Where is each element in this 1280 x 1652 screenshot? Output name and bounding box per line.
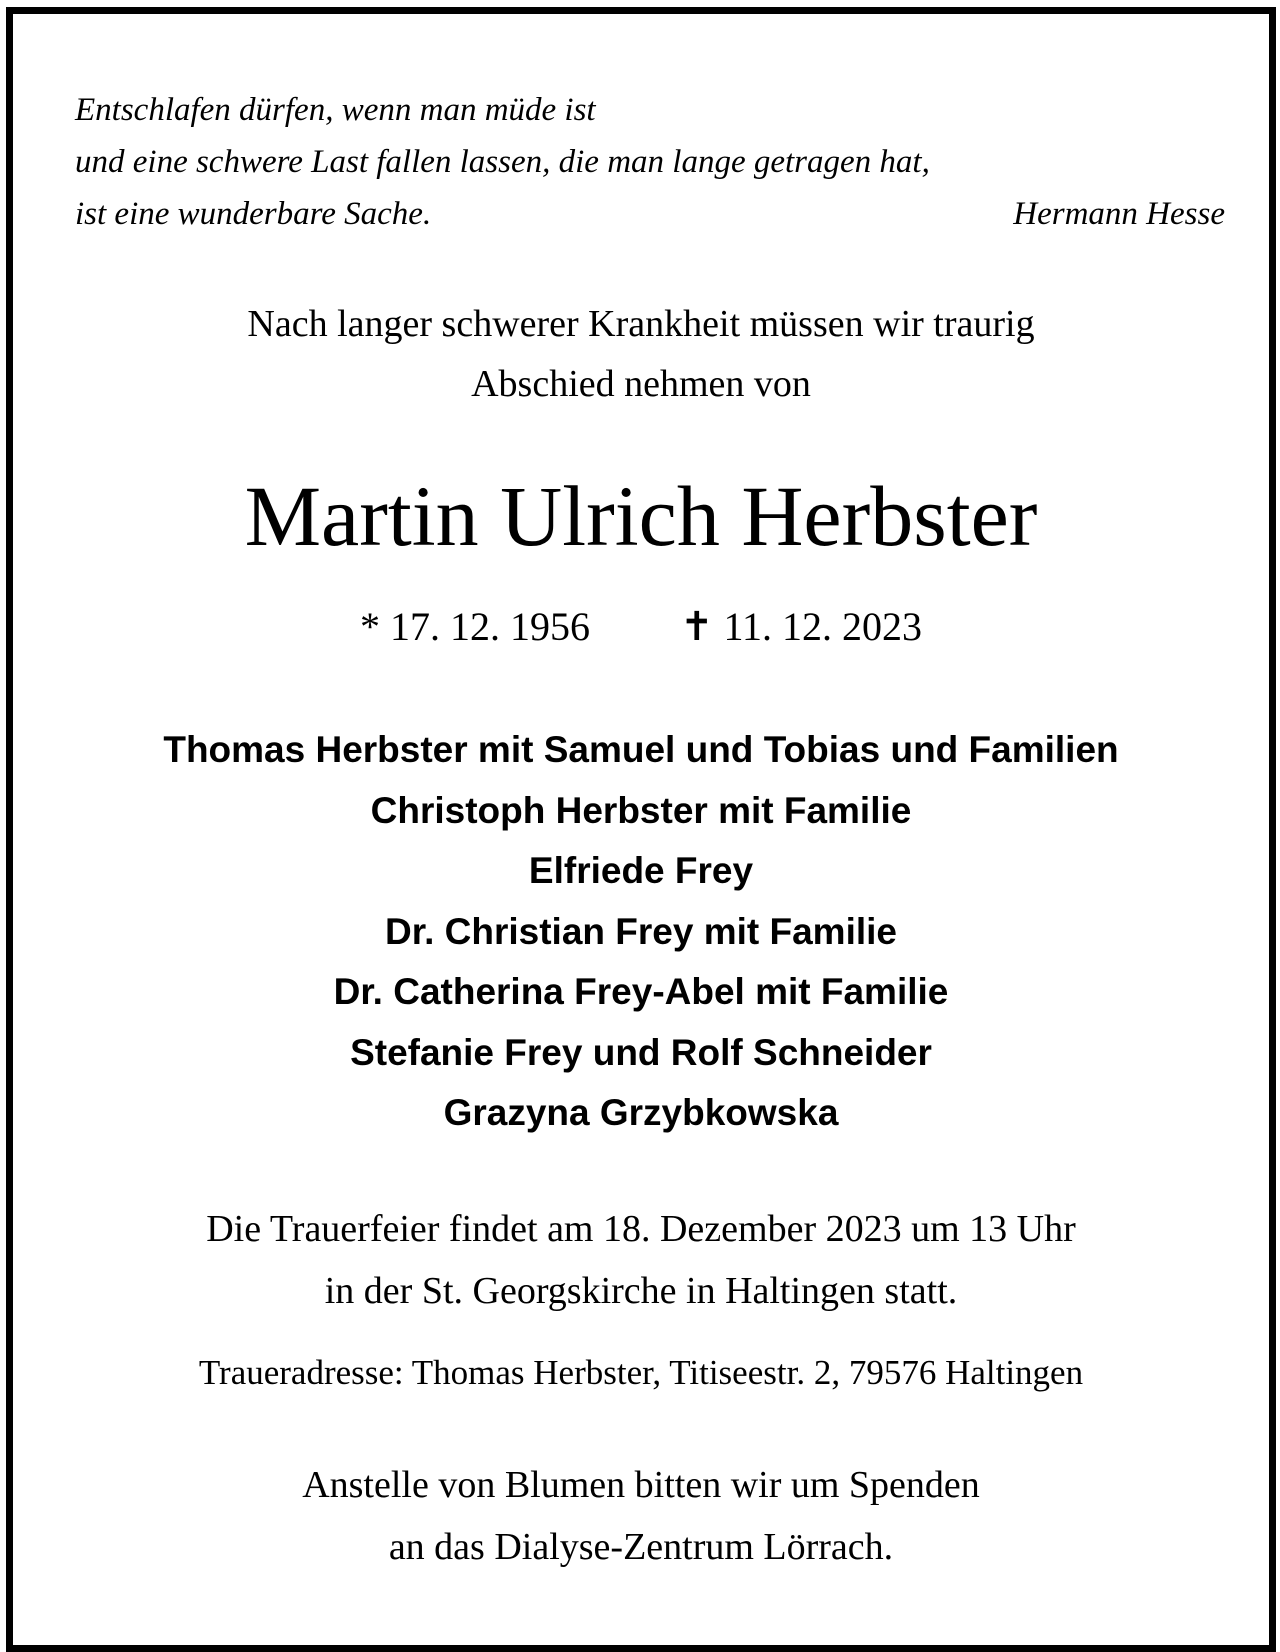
mourner-line: Thomas Herbster mit Samuel und Tobias und Familien (163, 729, 1119, 770)
mourning-address: Traueradresse: Thomas Herbster, Titiseestr. 2, 79576 Haltingen (198, 1353, 1084, 1392)
death-date: ✝ 11. 12. 2023 (679, 604, 923, 649)
mourner-line: Grazyna Grzybkowska (443, 1092, 839, 1133)
intro-line: Abschied nehmen von (471, 363, 811, 405)
quote-line: ist eine wunderbare Sache. (75, 196, 432, 232)
mourner-line: Dr. Catherina Frey-Abel mit Familie (333, 971, 949, 1012)
obituary-frame (6, 7, 1276, 1652)
service-line: Die Trauerfeier findet am 18. Dezember 2023 um 13 Uhr (206, 1208, 1076, 1250)
intro-line: Nach langer schwerer Krankheit müssen wir traurig (247, 303, 1035, 345)
quote-line: und eine schwere Last fallen lassen, die man lange getragen hat, (75, 144, 930, 180)
donation-line: an das Dialyse-Zentrum Lörrach. (388, 1526, 894, 1568)
deceased-name: Martin Ulrich Herbster (244, 468, 1038, 564)
quote-line: Entschlafen dürfen, wenn man müde ist (75, 92, 596, 128)
obituary-content (13, 14, 1269, 1645)
mourner-line: Christoph Herbster mit Familie (370, 789, 912, 831)
mourner-line: Dr. Christian Frey mit Familie (385, 910, 897, 952)
hesse-quote (75, 84, 1225, 240)
intro-text (13, 294, 1269, 414)
funeral-service-info (13, 1198, 1269, 1322)
quote-author: Hermann Hesse (1013, 196, 1225, 232)
mourners-list (13, 720, 1269, 1144)
mourner-line: Stefanie Frey und Rolf Schneider (350, 1031, 932, 1073)
service-line: in der St. Georgskirche in Haltingen statt. (324, 1270, 958, 1312)
birth-date: * 17. 12. 1956 (359, 604, 590, 649)
mourner-line: Elfriede Frey (528, 850, 754, 891)
donation-line: Anstelle von Blumen bitten wir um Spenden (302, 1464, 980, 1506)
donation-request (13, 1454, 1269, 1578)
life-dates (13, 602, 1269, 652)
